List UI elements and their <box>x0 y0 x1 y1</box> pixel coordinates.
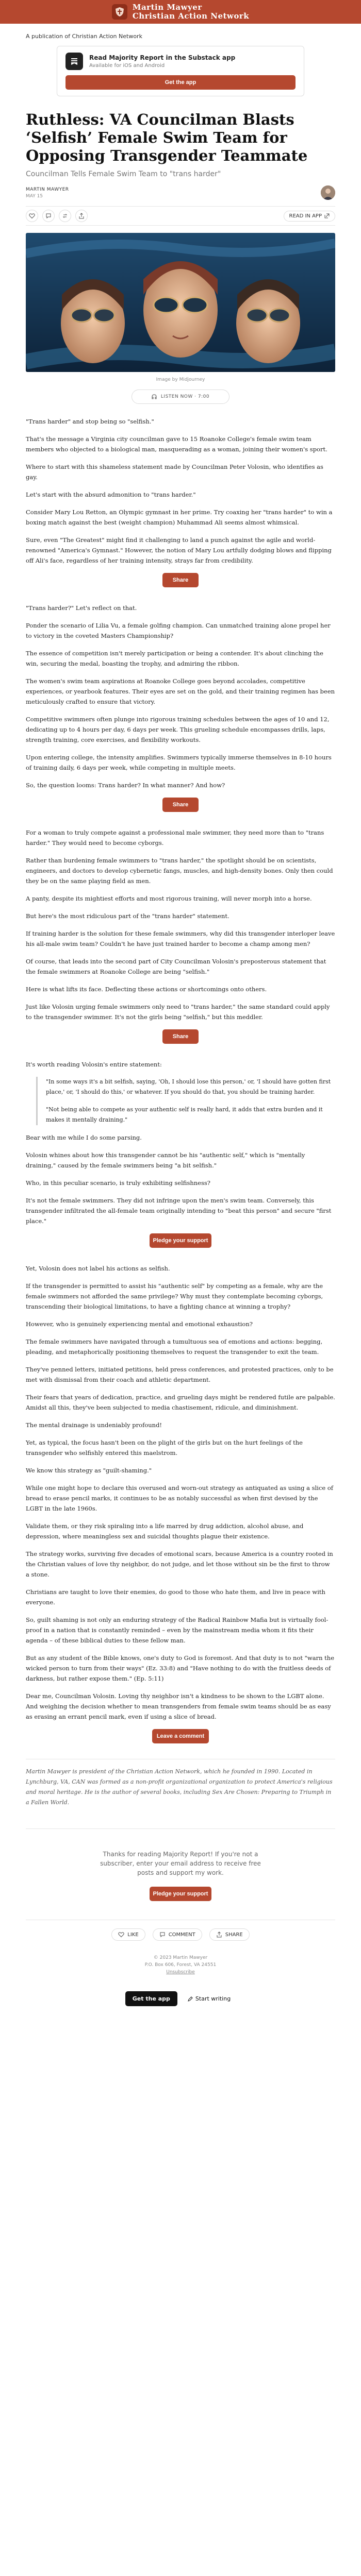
brand-line-2: Christian Action Network <box>132 11 250 21</box>
body-paragraph: Yet, as typical, the focus hasn't been on the plight of the girls but on the hurt feelings of the transgender who selfishly entered this maelstrom. <box>26 1439 303 1456</box>
restack-icon <box>62 213 68 219</box>
body-paragraph: The strategy works, surviving five decades of emotional scars, because America is a country rooted in the Christian values of love thy neighbor, do not judge, and let those without sin be the first to throw a stone. <box>26 1550 333 1578</box>
article-subtitle: Councilman Tells Female Swim Team to "trans harder" <box>26 170 221 178</box>
heart-icon <box>29 213 35 219</box>
brand-logo[interactable] <box>112 4 127 20</box>
body-paragraph: Upon entering college, the intensity amplifies. Swimmers typically immerse themselves in 8-10 hours of training daily, 6 days per week, while competing in multiple meets. <box>26 754 332 771</box>
app-promo-title: Read Majority Report in the Substack app <box>89 54 236 61</box>
body-paragraph: Validate them, or they risk spiraling into a life marred by drug addiction, alcohol abuse, and depression, where meaningless sex and suicidal thoughts plague their existence. <box>26 1522 304 1540</box>
bottom-actions <box>26 1920 335 1954</box>
headphones-icon <box>152 394 157 399</box>
main-content <box>26 33 335 2022</box>
start-writing-label: Start writing <box>195 1995 231 2002</box>
byline <box>26 185 335 200</box>
copyright: © 2023 Martin Mawyer <box>153 1955 208 1960</box>
body-paragraph: For a woman to truly compete against a professional male swimmer, they need more than to "trans harder." They would need to become cyborgs. <box>26 829 324 846</box>
article-actions <box>26 206 335 226</box>
image-caption: Image by Midjourney <box>156 377 205 382</box>
like-pill-button[interactable] <box>111 1928 145 1941</box>
start-writing-button[interactable] <box>183 1991 236 2006</box>
body-paragraph: Christians are taught to love their enemies, do good to those who hate them, and live in peace with everyone. <box>26 1588 325 1606</box>
body-paragraph: The women's swim team aspirations at Roanoke College goes beyond accolades, competitive experiences, or yearbook features. Their eyes are set on the gold, and their training regimen has been meticulously crafted to ensure that victory. <box>26 677 335 705</box>
body-paragraph: Sure, even "The Greatest" might find it challenging to land a punch against the agile and world-renowned "America's Gymnast." However, the notion of Mary Lou artfully dodging blows and flipping off Ali's face, regardless of her training intensity, strays far from credibility. <box>26 536 332 564</box>
body-paragraph: "Trans harder" and stop being so "selfish." <box>26 418 154 425</box>
heart-icon <box>118 1931 124 1938</box>
body-paragraph: The mental drainage is undeniably profound! <box>26 1421 162 1429</box>
shield-cross-icon <box>114 7 125 17</box>
share-button-inline[interactable]: Share <box>162 798 199 812</box>
body-paragraph: Competitive swimmers often plunge into rigorous training schedules between the ages of 10 and 12, dedicating up to 4 hours per day, 6 days per week. This grueling schedule encompasses drills, laps, strength training, core exercises, and flexibility workouts. <box>26 716 330 743</box>
article-body <box>26 416 335 1808</box>
quote-paragraph: "In some ways it's a bit selfish, saying, 'Oh, I should lose this person,' or, 'I should have gotten first place,' or, 'I should do this,' or whatever. If you should do that, you should be training harder. <box>46 1078 331 1095</box>
author-name[interactable]: MARTIN MAWYER <box>26 187 69 192</box>
substack-app-icon <box>65 53 83 70</box>
article-title[interactable]: Ruthless: VA Councilman Blasts ‘Selfish’ Female Swim Team for Opposing Transgender Teammate <box>26 111 308 164</box>
share-label: SHARE <box>225 1931 243 1938</box>
brand-name[interactable] <box>133 3 249 21</box>
body-paragraph: But here's the most ridiculous part of the "trans harder" statement. <box>26 912 229 920</box>
body-paragraph: So, the question looms: Trans harder? In what manner? And how? <box>26 782 225 789</box>
author-avatar[interactable] <box>321 185 335 200</box>
pledge-support-footer-button[interactable]: Pledge your support <box>150 1887 211 1901</box>
pencil-icon <box>188 1996 193 2002</box>
quote-paragraph: "Not being able to compete as your authentic self is really hard, it adds that extra burden and it makes it mentally draining." <box>46 1106 323 1123</box>
body-paragraph: Who, in this peculiar scenario, is truly exhibiting selfishness? <box>26 1179 210 1187</box>
mailing-address: P.O. Box 606, Forest, VA 24551 <box>144 1962 217 1968</box>
body-paragraph: Let's start with the absurd admonition to "trans harder." <box>26 491 196 498</box>
footer <box>26 1954 335 1986</box>
comment-label: COMMENT <box>168 1931 195 1938</box>
body-paragraph: Volosin whines about how this transgender cannot be his "authentic self," which is "mentally draining," caused by the female swimmers being "a bit selfish." <box>26 1151 305 1169</box>
body-paragraph: Their fears that years of dedication, practice, and grueling days might be rendered futile are palpable. Amidst all this, they've been subjected to media chastisement, ridicule, and diminishment. <box>26 1394 335 1411</box>
body-paragraph: Of course, that leads into the second part of City Councilman Volosin's preposterous statement that the female swimmers at Roanoke College are being "selfish." <box>26 958 326 975</box>
app-promo-card <box>57 46 304 96</box>
body-paragraph: "Trans harder?" Let's reflect on that. <box>26 604 137 612</box>
body-paragraph: Here is what lifts its face. Deflecting these actions or shortcomings onto others. <box>26 986 267 993</box>
body-paragraph: Just like Volosin urging female swimmers only need to "trans harder," the same standard could apply to the transgender swimmer. It's not the girls being "selfish," but this meddler. <box>26 1003 330 1021</box>
share-button-inline[interactable]: Share <box>162 573 199 587</box>
blockquote <box>36 1077 335 1125</box>
listen-now-button[interactable] <box>132 389 229 404</box>
body-paragraph: That's the message a Virginia city councilman gave to 15 Roanoke College's female swim team members who objected to a biological man, masquerading as a woman, joining their women's sport. <box>26 435 327 453</box>
leave-comment-button[interactable]: Leave a comment <box>152 1729 209 1743</box>
share-button-inline[interactable]: Share <box>162 1029 199 1044</box>
publish-date: MAY 15 <box>26 193 43 199</box>
read-in-app-label: READ IN APP <box>289 213 322 219</box>
publication-note: A publication of Christian Action Network <box>26 33 142 40</box>
body-paragraph: Dear me, Councilman Volosin. Loving thy neighbor isn't a kindness to be shown to the LGBT alone. And weighing the decision whether to mean transgenders from female swim teams should be as easy as erasing an errant pencil mark, even if using a slice of bread. <box>26 1692 331 1720</box>
header-bar <box>0 0 361 24</box>
body-paragraph: They've penned letters, initiated petitions, held press conferences, and protested practices, only to be met with dismissal from their coach and athletic department. <box>26 1366 334 1383</box>
body-paragraph: While one might hope to declare this overused and worn-out strategy as antiquated as using a slice of bread to erase pencil marks, it continues to be as notably successful as when first devised by the LGBT in the late 1960s. <box>26 1484 334 1512</box>
share-button[interactable] <box>75 210 88 222</box>
body-paragraph: Ponder the scenario of Lilia Vu, a female golfing champion. Can unmatched training alone propel her to victory in the coveted Masters Championship? <box>26 622 331 639</box>
body-paragraph: If the transgender is permitted to assist his "authentic self" by competing as a female, why are the female swimmers not afforded the same privilege? Why must they contemplate becoming cyborgs, transcending their biological limitations, to have a fighting chance at winning a trophy? <box>26 1282 323 1310</box>
like-button[interactable] <box>26 210 38 222</box>
external-link-icon <box>324 213 330 218</box>
body-paragraph: If training harder is the solution for these female swimmers, why did this transgender interloper leave his all-male swim team? Couldn't he have just trained harder to become a champ among men? <box>26 930 335 947</box>
body-paragraph: However, who is genuinely experiencing mental and emotional exhaustion? <box>26 1320 253 1328</box>
subscribe-section <box>26 1828 335 1920</box>
author-blurb-text: Martin Mawyer is president of the Christian Action Network, which he founded in 1990. Located in Lynchburg, VA, CAN was formed as a non-profit organizational organization to protect America's religious and moral heritage. He is the author of several books, including Sex Are Chosen: Preparing to Triumph in a Fallen World. <box>26 1768 333 1806</box>
body-paragraph: The female swimmers have navigated through a tumultuous sea of emotions and actions: begging, pleading, and metaphorically positioning themselves to request the transgender to exit the team. <box>26 1338 323 1355</box>
body-paragraph: A panty, despite its mightiest efforts and most rigorous training, will never morph into a horse. <box>26 895 312 902</box>
share-icon <box>216 1931 222 1938</box>
restack-button[interactable] <box>59 210 71 222</box>
body-paragraph: Yet, Volosin does not label his actions as selfish. <box>26 1265 170 1272</box>
body-paragraph: It's not the female swimmers. They did not infringe upon the men's swim team. Conversely, this transgender infiltrated the all-female team originally intending to "beat this person" and secure "first place." <box>26 1197 332 1225</box>
get-app-footer-button[interactable]: Get the app <box>125 1991 177 2006</box>
read-in-app-button[interactable] <box>284 211 336 222</box>
comment-button[interactable] <box>42 210 55 222</box>
footer-cta <box>26 1986 335 2022</box>
comment-icon <box>159 1931 166 1938</box>
body-paragraph: It's worth reading Volosin's entire statement: <box>26 1061 162 1068</box>
like-label: LIKE <box>127 1931 139 1938</box>
unsubscribe-link[interactable]: Unsubscribe <box>166 1970 195 1975</box>
body-paragraph: Consider Mary Lou Retton, an Olympic gymnast in her prime. Try coaxing her "trans harder" to win a boxing match against the best (weight champion) Muhammad Ali seems almost whimsical. <box>26 509 333 526</box>
body-paragraph: We know this strategy as "guilt-shaming." <box>26 1467 152 1474</box>
body-paragraph: Rather than burdening female swimmers to "trans harder," the spotlight should be on scientists, engineers, and doctors to develop cybernetic fangs, muscles, and high-density bones. Only then could they be on the same playing field as men. <box>26 857 333 885</box>
pledge-support-button[interactable]: Pledge your support <box>150 1233 211 1248</box>
thanks-text: Thanks for reading Majority Report! If you're not a subscriber, enter your email address to receive free posts and support my work. <box>100 1851 261 1876</box>
get-app-button[interactable]: Get the app <box>65 75 296 90</box>
hero-image[interactable] <box>26 233 335 372</box>
body-paragraph: The essence of competition isn't merely participation or being a contender. It's about clinching the win, securing the medal, boasting the trophy, and admiring the ribbon. <box>26 650 323 667</box>
body-paragraph: But as any student of the Bible knows, one's duty to God is foremost. And that duty is to not "warn the wicked person to turn from their ways" (Ez. 33:8) and "Have nothing to do with the fruitless deeds of darkness, but rather expose them." (Ep. 5:11) <box>26 1654 335 1682</box>
body-paragraph: So, guilt shaming is not only an enduring strategy of the Radical Rainbow Mafia but is virtually fool-proof in a nation that is constantly reminded – even by the mainstream media whom it fits their agenda – of these biblical duties to these fellow man. <box>26 1616 329 1644</box>
listen-now-label: LISTEN NOW · 7:00 <box>160 394 210 399</box>
body-paragraph: Bear with me while I do some parsing. <box>26 1134 142 1141</box>
app-promo-subtitle: Available for iOS and Android <box>89 63 165 69</box>
comment-icon <box>45 213 52 219</box>
body-paragraph: Where to start with this shameless statement made by Councilman Peter Volosin, who identifies as gay. <box>26 463 323 481</box>
share-pill-button[interactable] <box>209 1928 250 1941</box>
author-blurb <box>26 1759 335 1808</box>
share-icon <box>78 213 85 219</box>
brand-line-1: Martin Mawyer <box>132 3 202 12</box>
comment-pill-button[interactable] <box>153 1928 202 1941</box>
